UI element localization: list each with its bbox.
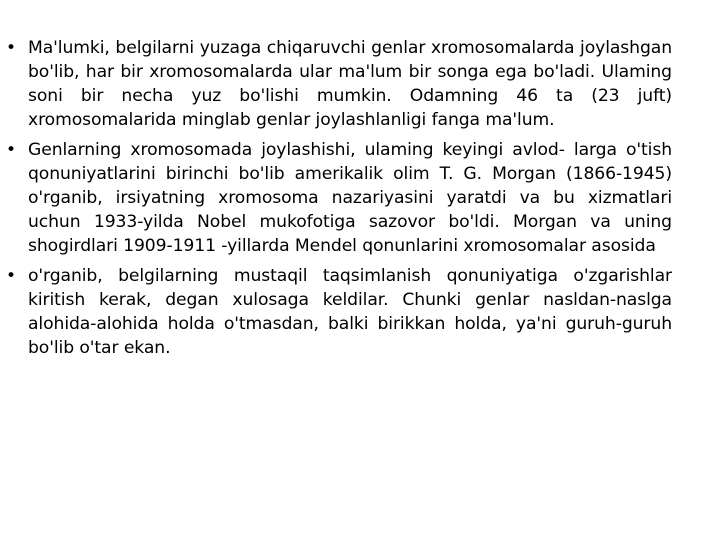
bullet-item-2	[6, 138, 672, 258]
bullet-item-1	[6, 36, 672, 132]
bullet-text: o'rganib, belgilarning mustaqil taqsimlanish qonuniyatiga o'zgarishlar kiritish kerak, degan xulosaga keldilar. Chunki genlar nasldan-naslga alohida-alohida holda o'tmasdan, balki birikkan holda, ya'ni guruh-guruh bo'lib o'tar ekan.	[28, 266, 672, 358]
bullet-icon: •	[6, 38, 16, 58]
bullet-icon: •	[6, 140, 16, 160]
bullet-text: Genlarning xromosomada joylashishi, ulaming keyingi avlod- larga o'tish qonuniyatlarini birinchi bo'lib amerikalik olim T. G. Morgan (1866-1945) o'rganib, irsiyatning xromosoma nazariyasini yaratdi va bu xizmatlari uchun 1933-yilda Nobel mukofotiga sazovor bo'ldi. Morgan va uning shogirdlari 1909-1911 -yillarda Mendel qonunlarini xromosomalar asosida	[28, 140, 672, 256]
bullet-icon: •	[6, 266, 16, 286]
bullet-list	[6, 36, 672, 366]
bullet-text: Ma'lumki, belgilarni yuzaga chiqaruvchi genlar xromosomalarda joylashgan bo'lib, har bir xromosomalarda ular ma'lum bir songa ega bo'ladi. Ulaming soni bir necha yuz bo'lishi mumkin. Odamning 46 ta (23 juft) xromosomalarida minglab genlar joylashlanligi fanga ma'lum.	[28, 38, 672, 130]
bullet-item-3	[6, 264, 672, 360]
